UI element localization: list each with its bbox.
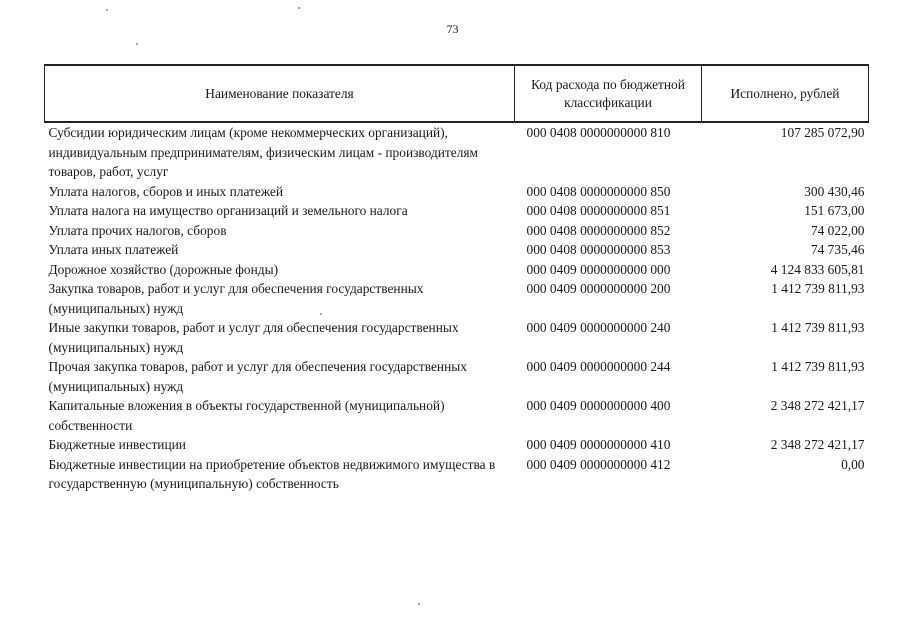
row-executed-amount: 1 412 739 811,93	[771, 359, 865, 374]
scan-speck	[106, 9, 108, 11]
row-executed-amount: 0,00	[841, 456, 865, 472]
row-expense-code: 000 0409 0000000000 200	[526, 281, 671, 296]
table-row	[45, 396, 869, 435]
table-row	[45, 122, 869, 182]
row-executed-amount: 151 673,00	[804, 203, 865, 218]
row-indicator-name: Уплата прочих налогов, сборов	[48, 222, 227, 238]
row-indicator-name: Иные закупки товаров, работ и услуг для обеспечения государственных (муниципальных) нужд	[48, 320, 459, 355]
scan-speck	[298, 7, 300, 9]
row-indicator-name: Уплата налогов, сборов и иных платежей	[48, 183, 284, 199]
table-header	[45, 65, 869, 122]
row-executed-amount: 74 022,00	[810, 222, 865, 238]
header-executed-amount: Исполнено, рублей	[702, 65, 869, 122]
row-expense-code: 000 0408 0000000000 851	[526, 203, 671, 218]
table-row	[45, 318, 869, 357]
scan-speck	[418, 603, 420, 605]
row-indicator-name: Бюджетные инвестиции на приобретение объектов недвижимого имущества в государственную (муниципальную) собственность	[48, 456, 496, 491]
table-row	[45, 455, 869, 494]
row-expense-code: 000 0409 0000000000 240	[526, 320, 671, 335]
row-expense-code: 000 0408 0000000000 853	[526, 242, 671, 257]
row-expense-code: 000 0408 0000000000 850	[526, 183, 671, 199]
row-indicator-name: Закупка товаров, работ и услуг для обеспечения государственных (муниципальных) нужд	[48, 281, 424, 316]
row-executed-amount: 2 348 272 421,17	[770, 437, 865, 452]
table-row	[45, 182, 869, 202]
header-indicator-name: Наименование показателя	[45, 65, 515, 122]
table-body	[45, 122, 869, 494]
table-row	[45, 201, 869, 221]
table-row	[45, 357, 869, 396]
row-expense-code: 000 0409 0000000000 244	[526, 359, 671, 374]
row-indicator-name: Прочая закупка товаров, работ и услуг для обеспечения государственных (муниципальных) нужд	[48, 359, 467, 394]
row-expense-code: 000 0408 0000000000 852	[526, 222, 671, 238]
table-row	[45, 279, 869, 318]
header-expense-code: Код расхода по бюджетной классификации	[515, 65, 702, 122]
page-number: 73	[446, 22, 459, 36]
row-executed-amount: 1 412 739 811,93	[771, 320, 865, 335]
row-executed-amount: 1 412 739 811,93	[771, 281, 865, 296]
row-indicator-name: Капитальные вложения в объекты государственной (муниципальной) собственности	[48, 398, 445, 433]
table-row	[45, 260, 869, 280]
row-expense-code: 000 0408 0000000000 810	[526, 125, 671, 140]
row-executed-amount: 107 285 072,90	[780, 125, 865, 140]
row-indicator-name: Субсидии юридическим лицам (кроме некоммерческих организаций), индивидуальным предпринимателям, физическим лицам - производителям товаров, работ, услуг	[48, 125, 479, 179]
scan-speck	[136, 43, 138, 45]
row-indicator-name: Уплата налога на имущество организаций и земельного налога	[48, 203, 408, 218]
row-executed-amount: 4 124 833 605,81	[770, 261, 865, 277]
budget-execution-table	[44, 64, 869, 494]
row-indicator-name: Дорожное хозяйство (дорожные фонды)	[48, 261, 279, 277]
row-executed-amount: 74 735,46	[810, 242, 865, 257]
row-expense-code: 000 0409 0000000000 412	[526, 456, 671, 472]
row-indicator-name: Бюджетные инвестиции	[48, 437, 186, 452]
row-expense-code: 000 0409 0000000000 410	[526, 437, 671, 452]
row-executed-amount: 300 430,46	[804, 183, 865, 199]
table-row	[45, 221, 869, 241]
row-expense-code: 000 0409 0000000000 000	[526, 261, 671, 277]
table-row	[45, 435, 869, 455]
row-indicator-name: Уплата иных платежей	[48, 242, 179, 257]
row-executed-amount: 2 348 272 421,17	[770, 398, 865, 413]
table-row	[45, 240, 869, 260]
row-expense-code: 000 0409 0000000000 400	[526, 398, 671, 413]
